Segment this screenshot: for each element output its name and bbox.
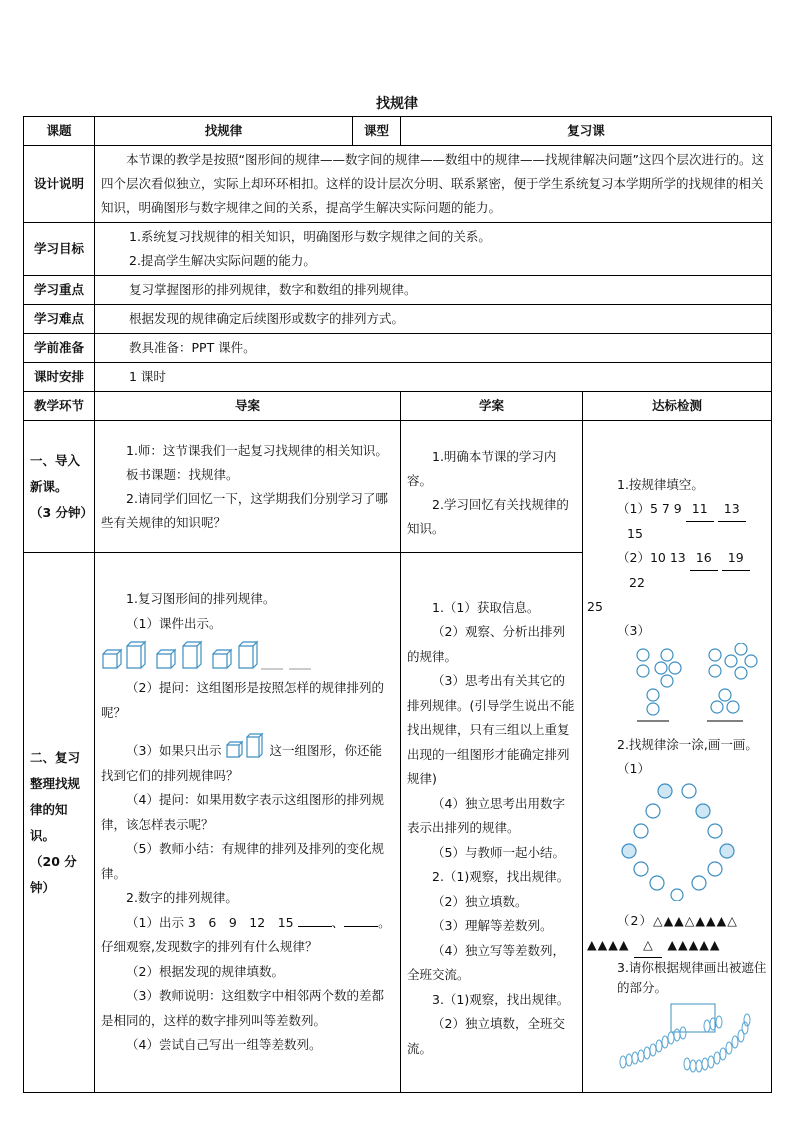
section2-label-4: （20 分: [30, 853, 77, 869]
s1-guide-2: 板书课题：找规律。: [126, 466, 239, 482]
s2-guide-3: （2）提问：这组图形是按照怎样的规律排列的呢？: [101, 680, 384, 720]
col-header-study: 学案: [401, 392, 583, 421]
s2-guide-10: （3）教师说明：这组数字中相邻两个数的差都是相同的，这样的数字排列叫等差数列。: [101, 988, 384, 1028]
check-q3: 3.请你根据规律画出被遮住的部分。: [617, 960, 767, 995]
s2-study-4: （4）独立思考出用数字表示出排列的规律。: [407, 795, 565, 836]
s2-guide-4a: （3）如果只出示: [126, 743, 222, 759]
goals-label: 学习目标: [24, 223, 95, 276]
key-text: 复习掌握图形的排列规律，数字和数组的排列规律。: [95, 276, 772, 305]
page-title: 找规律: [376, 96, 418, 112]
s2-guide-8: （1）出示 3 6 9 12 15 、 。仔细观察,发现数字的排列有什么规律？: [101, 914, 391, 955]
prep-text: 教具准备：PPT 课件。: [95, 334, 772, 363]
topic-label: 课题: [24, 117, 95, 146]
section1-label-2: 新课。: [30, 478, 68, 494]
section2-label-2: 整理找规: [30, 775, 81, 791]
check-q2b-line1: （2）△▲▲△▲▲▲△: [617, 913, 738, 928]
s2-study-3: （3）思考出有关其它的排列规律。(引导学生说出不能找出规律，只有三组以上重复出现的一组图形才能确定排列规律): [407, 673, 575, 787]
check-q1b-wrap: 25: [587, 599, 603, 614]
s2-guide-1: 1.复习图形间的排列规律。: [126, 591, 276, 607]
s2-study-7: （2）独立填数。: [432, 893, 528, 909]
s2-guide-4b: 这一组图形，你还能找到它们的排列规律吗？: [101, 743, 382, 783]
section2-label-3: 律的知识。: [30, 801, 68, 843]
check-q1: 1.按规律填空。: [617, 477, 704, 492]
s2-guide-5: （4）提问：如果用数字表示这组图形的排列规律，该怎样表示呢？: [101, 792, 384, 832]
schedule-text: 1 课时: [95, 363, 772, 392]
s1-guide-1: 1.师：这节课我们一起复习找规律的相关知识。: [126, 442, 388, 458]
schedule-label: 课时安排: [24, 363, 95, 392]
s2-study-1: 1.（1）获取信息。: [432, 599, 540, 615]
col-header-check: 达标检测: [583, 392, 772, 421]
s2-guide-2: （1）课件出示。: [126, 615, 222, 631]
s2-study-8: （3）理解等差数列。: [432, 918, 553, 934]
goal-item-1: 1.系统复习找规律的相关知识，明确图形与数字规律之间的关系。: [129, 229, 491, 244]
check-q1c: （3）: [617, 623, 650, 638]
check-q2a: （1）: [617, 761, 650, 776]
goal-item-2: 2.提高学生解决实际问题的能力。: [129, 253, 316, 268]
s1-study-1: 1.明确本节课的学习内容。: [407, 448, 557, 488]
difficulty-label: 学习难点: [24, 305, 95, 334]
difficulty-text: 根据发现的规律确定后续图形或数字的排列方式。: [95, 305, 772, 334]
s2-study-5: （5）与教师一起小结。: [432, 844, 565, 860]
section2-label-1: 二、复习: [30, 749, 81, 765]
s2-study-10: 3.（1)观察，找出规律。: [432, 991, 570, 1007]
cube-sequence-figure: [101, 636, 394, 676]
type-label: 课型: [353, 117, 401, 146]
check-q2b-line2: ▲▲▲▲ △ ▲▲▲▲▲: [587, 933, 767, 958]
bead-chain-figure: [587, 998, 767, 1084]
section1-label-3: （3 分钟）: [30, 504, 94, 520]
s2-guide-7: 2.数字的排列规律。: [126, 890, 238, 906]
design-text: 本节课的教学是按照“图形间的规律——数字间的规律——数组中的规律——找规律解决问题”这四个层次进行的。这四个层次看似独立，实际上却环环相扣。这样的设计层次分明、联系紧密，便于学生系统复习本学期所学的找规律的相关知识，明确图形与数字规律之间的关系，提高学生解决实际问题的能力。: [95, 146, 772, 223]
s2-study-11: （2）独立填数，全班交流。: [407, 1016, 565, 1056]
s2-guide-11: （4）尝试自己写出一组等差数列。: [126, 1037, 322, 1053]
section1-label-1: 一、导入: [30, 452, 81, 468]
prep-label: 学前准备: [24, 334, 95, 363]
lesson-plan-table: [23, 116, 772, 1093]
check-q2: 2.找规律涂一涂,画一画。: [617, 737, 758, 752]
s2-study-6: 2.（1)观察，找出规律。: [432, 869, 570, 885]
check-q1a: （1）5 7 9 11 13 15: [587, 497, 767, 546]
s1-study-2: 2.学习回忆有关找规律的知识。: [407, 496, 569, 536]
s1-guide-3: 2.请同学们回忆一下，这学期我们分别学习了哪些有关规律的知识呢？: [101, 490, 388, 530]
check-q1b: （2）10 13 16 19 22: [587, 546, 767, 595]
col-header-guide: 导案: [95, 392, 401, 421]
circle-pattern-figure: [587, 643, 767, 725]
col-header-stage: 教学环节: [24, 392, 95, 421]
s2-study-9: （4）独立写等差数列，全班交流。: [407, 942, 565, 983]
type-value: 复习课: [401, 117, 772, 146]
s2-guide-6: （5）教师小结：有规律的排列及排列的变化规律。: [101, 841, 384, 881]
topic-value: 找规律: [95, 117, 353, 146]
key-label: 学习重点: [24, 276, 95, 305]
design-label: 设计说明: [24, 146, 95, 223]
cube-pair-icon: [225, 733, 269, 759]
s2-guide-9: （2）根据发现的规律填数。: [126, 963, 284, 979]
section2-label-5: 钟）: [30, 879, 56, 895]
s2-study-2: （2）观察、分析出排列的规律。: [407, 624, 565, 664]
circle-diamond-figure: [587, 781, 767, 901]
